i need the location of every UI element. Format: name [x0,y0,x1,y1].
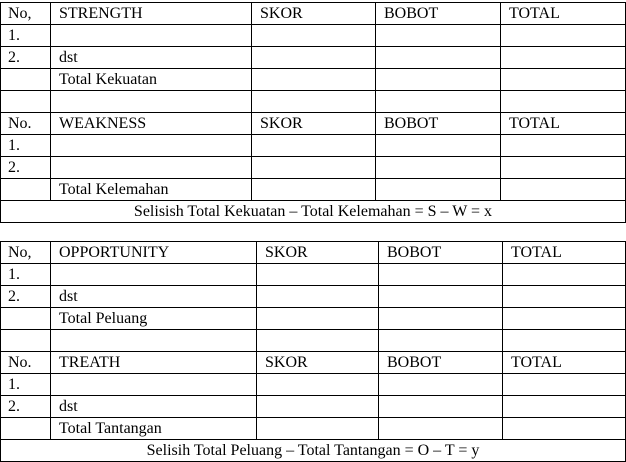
table-cell: Total Kekuatan [51,69,252,91]
table-cell [501,135,626,157]
table-row [1,157,626,179]
table-cell: 1. [1,135,51,157]
table-cell [379,374,503,396]
table-cell: Total Kelemahan [51,179,252,201]
header-row [1,242,626,264]
header-cell: BOBOT [379,242,503,264]
table-cell [376,47,501,69]
header-cell: No, [1,242,51,264]
header-cell: TREATH [51,352,257,374]
header-row [1,113,626,135]
table-cell: 1. [1,264,51,286]
table-cell [252,47,376,69]
header-cell: TOTAL [501,3,626,25]
table-cell [501,25,626,47]
table-cell [379,418,503,440]
header-cell: No. [1,352,51,374]
table-cell [257,264,379,286]
header-cell: BOBOT [379,352,503,374]
table-cell [379,264,503,286]
table-cell [376,69,501,91]
table-cell [503,286,626,308]
table-cell [376,135,501,157]
table-cell [51,91,252,113]
header-cell: TOTAL [501,113,626,135]
table-cell [257,308,379,330]
header-cell: No. [1,113,51,135]
summary-formula: Selisih Total Peluang – Total Tantangan = O – T = y [1,440,626,462]
table-cell [257,330,379,352]
footer-row [1,440,626,462]
table-cell [252,91,376,113]
table-cell [501,157,626,179]
swot-internal-table [0,2,626,223]
table-cell [503,330,626,352]
table-cell: 1. [1,25,51,47]
table-cell [379,286,503,308]
table-cell: dst [51,47,252,69]
table-row [1,396,626,418]
table-cell [503,418,626,440]
table-cell [379,330,503,352]
table-cell [503,374,626,396]
table-cell: 2. [1,396,51,418]
table-cell [501,179,626,201]
table-cell [379,396,503,418]
table-cell: dst [51,286,257,308]
table-cell [501,47,626,69]
table-cell [376,25,501,47]
swot-external-table [0,241,626,462]
table-cell: dst [51,396,257,418]
table-cell [1,91,51,113]
table-cell [501,91,626,113]
table-cell [252,69,376,91]
table-cell [1,179,51,201]
table-cell [376,179,501,201]
header-cell: STRENGTH [51,3,252,25]
table-cell: 2. [1,47,51,69]
table-cell [1,330,51,352]
table-row [1,308,626,330]
table-cell [252,135,376,157]
table-cell [51,25,252,47]
table-cell [257,396,379,418]
table-cell [252,157,376,179]
table-cell [252,179,376,201]
table-cell [503,264,626,286]
header-cell: WEAKNESS [51,113,252,135]
footer-row [1,201,626,223]
table-row [1,330,626,352]
table-cell: Total Peluang [51,308,257,330]
table-row [1,47,626,69]
table-cell [51,374,257,396]
summary-formula: Selisish Total Kekuatan – Total Kelemahan = S – W = x [1,201,626,223]
table-row [1,91,626,113]
header-cell: TOTAL [503,242,626,264]
table-cell [376,157,501,179]
table-row [1,179,626,201]
table-cell [503,396,626,418]
table-cell [51,264,257,286]
table-row [1,418,626,440]
table-cell [257,286,379,308]
header-cell: BOBOT [376,3,501,25]
table-cell: Total Tantangan [51,418,257,440]
header-cell: SKOR [252,113,376,135]
table-cell [51,330,257,352]
table-row [1,374,626,396]
table-cell [379,308,503,330]
header-cell: No, [1,3,51,25]
table-cell [257,418,379,440]
table-cell [257,374,379,396]
header-row [1,352,626,374]
header-cell: SKOR [257,242,379,264]
table-row [1,25,626,47]
table-cell [51,135,252,157]
table-cell: 1. [1,374,51,396]
header-cell: SKOR [257,352,379,374]
table2-body [1,242,626,462]
table1-body [1,3,626,223]
table-cell: 2. [1,286,51,308]
table-cell [1,418,51,440]
table-cell [51,157,252,179]
header-cell: OPPORTUNITY [51,242,257,264]
table-row [1,286,626,308]
table-cell [376,91,501,113]
table-cell: 2. [1,157,51,179]
table-row [1,264,626,286]
table-cell [501,69,626,91]
table-row [1,135,626,157]
table-cell [503,308,626,330]
table-cell [1,69,51,91]
header-cell: TOTAL [503,352,626,374]
table-cell [1,308,51,330]
table-row [1,69,626,91]
header-cell: BOBOT [376,113,501,135]
table-cell [252,25,376,47]
header-cell: SKOR [252,3,376,25]
header-row [1,3,626,25]
